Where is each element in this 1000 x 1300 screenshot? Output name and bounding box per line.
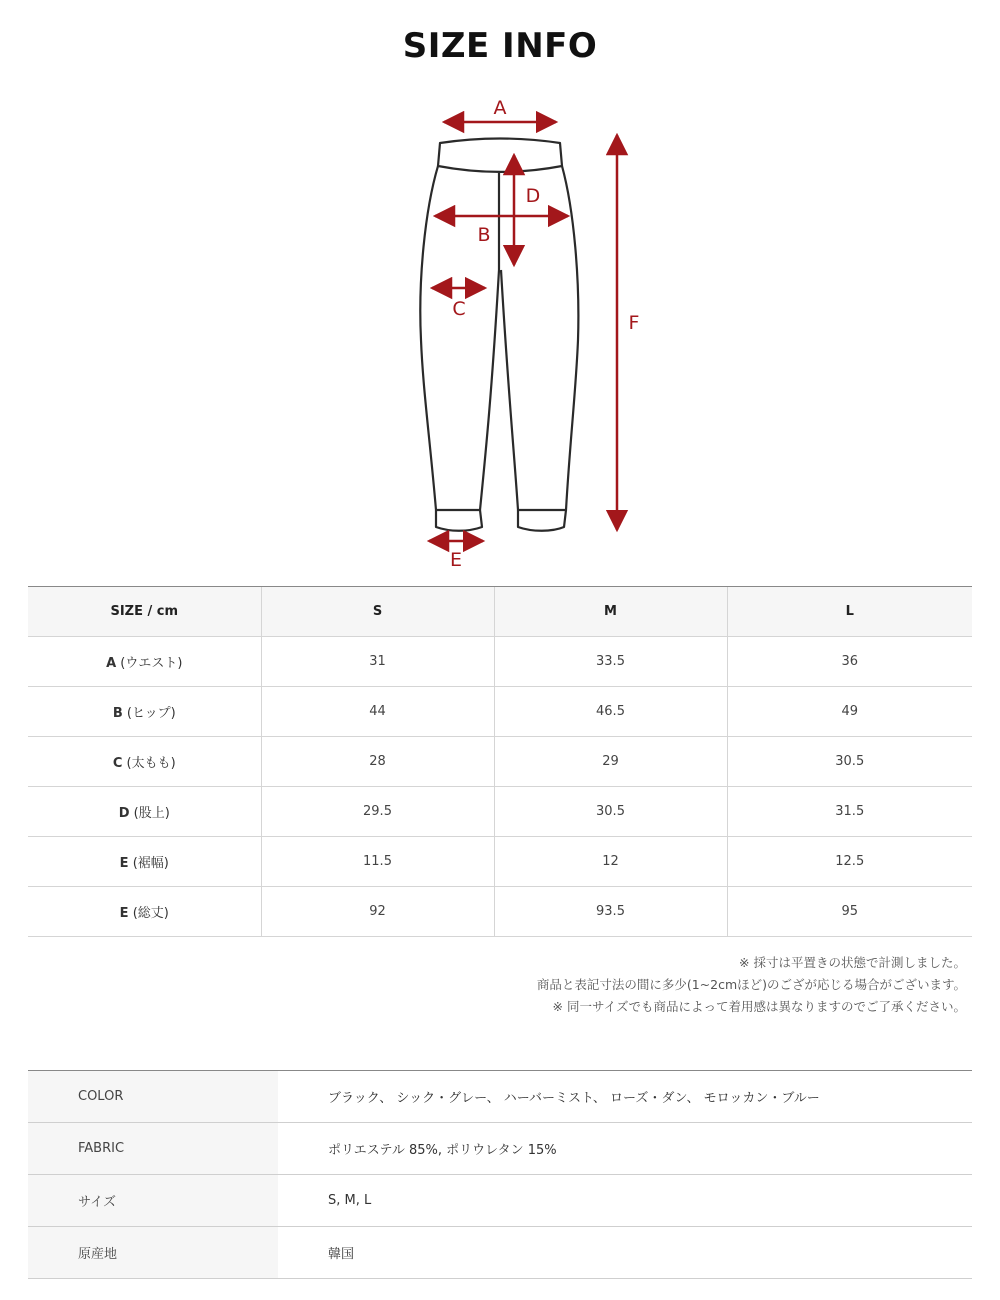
row-label (28, 737, 261, 787)
info-key: 原産地 (28, 1227, 278, 1279)
cell-s: 28 (261, 737, 494, 787)
left-leg-shape (420, 166, 499, 510)
row-code: E (119, 856, 129, 871)
waistband-shape (438, 139, 562, 173)
cell-s: 92 (261, 887, 494, 937)
info-value: 韓国 (278, 1227, 972, 1279)
cell-s: 31 (261, 637, 494, 687)
row-label (28, 787, 261, 837)
row-code: B (112, 706, 123, 721)
label-f: F (628, 312, 640, 334)
header-size-cm: SIZE / cm (28, 587, 261, 637)
info-value: ブラック、 シック・グレー、 ハーバーミスト、 ローズ・ダン、 モロッカン・ブルー (278, 1071, 972, 1123)
page-title: SIZE INFO (402, 26, 598, 66)
row-label (28, 637, 261, 687)
header-l: L (727, 587, 972, 637)
label-d: D (525, 185, 541, 207)
info-value: ポリエステル 85%, ポリウレタン 15% (278, 1123, 972, 1175)
info-key: FABRIC (28, 1123, 278, 1175)
pants-outline (420, 139, 578, 531)
header-m: M (494, 587, 727, 637)
cell-m: 33.5 (494, 637, 727, 687)
left-cuff-shape (436, 510, 482, 531)
info-row-size (28, 1175, 972, 1227)
row-name: (ウエスト) (120, 656, 183, 671)
info-row-fabric (28, 1123, 972, 1175)
right-leg-shape (501, 166, 578, 510)
row-label (28, 837, 261, 887)
cell-l: 30.5 (727, 737, 972, 787)
cell-l: 49 (727, 687, 972, 737)
note-line: 商品と表記寸法の間に多少(1~2cmほど)のござが応じる場合がございます。 (536, 977, 966, 992)
cell-m: 12 (494, 837, 727, 887)
row-name: (総丈) (132, 906, 169, 921)
note-line: ※ 採寸は平置きの状態で計測しました。 (739, 955, 966, 970)
info-key: COLOR (28, 1071, 278, 1123)
info-row-origin (28, 1227, 972, 1279)
row-name: (太もも) (126, 756, 176, 771)
cell-s: 44 (261, 687, 494, 737)
row-code: C (112, 756, 123, 771)
measurement-notes (537, 952, 966, 1018)
size-table (28, 586, 972, 937)
label-e: E (449, 549, 463, 571)
cell-l: 95 (727, 887, 972, 937)
pants-diagram-svg (0, 90, 1000, 580)
cell-l: 36 (727, 637, 972, 687)
row-name: (ヒップ) (126, 706, 176, 721)
info-row-color (28, 1071, 972, 1123)
cell-s: 11.5 (261, 837, 494, 887)
cell-m: 93.5 (494, 887, 727, 937)
row-code: E (119, 906, 129, 921)
table-row (28, 887, 972, 937)
right-cuff-shape (518, 510, 566, 531)
cell-l: 31.5 (727, 787, 972, 837)
row-name: (股上) (133, 806, 170, 821)
table-row (28, 787, 972, 837)
cell-m: 30.5 (494, 787, 727, 837)
note-line: ※ 同一サイズでも商品によって着用感は異なりますのでご了承ください。 (552, 999, 966, 1014)
table-row (28, 637, 972, 687)
table-row (28, 737, 972, 787)
info-value: S, M, L (278, 1175, 972, 1227)
cell-m: 29 (494, 737, 727, 787)
table-row (28, 687, 972, 737)
header-s: S (261, 587, 494, 637)
cell-s: 29.5 (261, 787, 494, 837)
cell-m: 46.5 (494, 687, 727, 737)
label-a: A (493, 97, 507, 119)
row-label (28, 687, 261, 737)
cell-l: 12.5 (727, 837, 972, 887)
info-key: サイズ (28, 1175, 278, 1227)
row-code: A (106, 656, 117, 671)
row-label (28, 887, 261, 937)
pants-size-diagram (0, 90, 1000, 580)
label-b: B (477, 224, 491, 246)
table-row (28, 837, 972, 887)
product-info-table (28, 1070, 972, 1279)
label-c: C (452, 298, 466, 320)
row-code: D (118, 806, 130, 821)
row-name: (裾幅) (132, 856, 169, 871)
size-table-header (28, 587, 972, 637)
